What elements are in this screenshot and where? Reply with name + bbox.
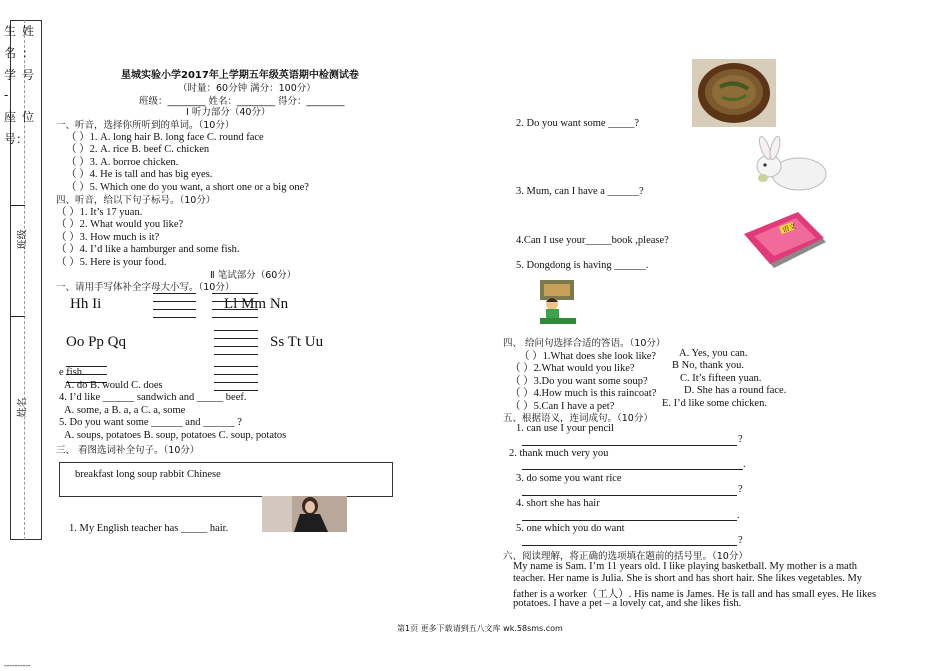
book-label: 语文 bbox=[781, 222, 798, 235]
order-words: 4. short she has hair bbox=[516, 498, 600, 509]
guide-line bbox=[214, 338, 258, 339]
order-words: 1. can use I your pencil bbox=[516, 423, 614, 434]
answer-line bbox=[522, 520, 737, 521]
order-words: 2. thank much very you bbox=[509, 448, 609, 459]
binding-char: 学 bbox=[4, 68, 17, 82]
binding-class-line bbox=[11, 205, 25, 206]
answer-option: C. It’s fifteen yuan. bbox=[680, 373, 762, 384]
listening4-item: （ ）2. What would you like? bbox=[56, 219, 184, 230]
picture-q3: 3. Mum, can I have a ______? bbox=[516, 186, 644, 197]
listening1-item: （ ）1. A. long hair B. long face C. round face bbox=[66, 132, 264, 143]
guide-line bbox=[212, 309, 258, 310]
word-bank: breakfast long soup rabbit Chinese bbox=[75, 469, 221, 480]
guide-line bbox=[214, 346, 258, 347]
guide-line bbox=[212, 317, 258, 318]
guide-line bbox=[212, 301, 258, 302]
answer-question: （ ）3.Do you want some soup? bbox=[510, 376, 648, 387]
binding-class-label: 班级 bbox=[17, 229, 29, 250]
reading-line: potatoes. I have a pet – a lovely cat, and she likes fish. bbox=[513, 598, 742, 609]
binding-char: 座 bbox=[4, 110, 17, 124]
exam-time-line: （时量：60分钟 满分：100分） bbox=[178, 83, 316, 94]
binding-char: 号 bbox=[22, 68, 35, 82]
guide-line bbox=[153, 317, 196, 318]
order-end-mark: ? bbox=[738, 535, 743, 546]
listening1-heading: 一、听音，选择你所听到的单词。（10分） bbox=[56, 120, 235, 131]
listening1-item: （ ）2. A. rice B. beef C. chicken bbox=[66, 144, 210, 155]
rabbit-image bbox=[749, 136, 829, 192]
listening4-item: （ ）3. How much is it? bbox=[56, 232, 160, 243]
binding-strip bbox=[10, 20, 42, 540]
picture-q4: 4.Can I use your_____book ,please? bbox=[516, 235, 669, 246]
binding-char: ： bbox=[22, 46, 35, 60]
reading-heading: 六、阅读理解，将正确的选项填在题前的括号里。（10分） bbox=[503, 551, 748, 562]
footer-dashes: ---------- bbox=[4, 661, 31, 670]
letters-row2-right: Ss Tt Uu bbox=[270, 334, 324, 350]
answer-line bbox=[522, 495, 737, 496]
fragment-line: e fish. bbox=[59, 367, 85, 378]
grammar-q5-options: A. soups, potatoes B. soup, potatoes C. soup, potatos bbox=[64, 430, 287, 441]
part1-heading: Ⅰ 听力部分（40分） bbox=[186, 107, 271, 118]
answer-question: （ ）2.What would you like? bbox=[510, 363, 635, 374]
order-words: 5. one which you do want bbox=[516, 523, 625, 534]
listening4-heading: 四、听音，给以下句子标号。（10分） bbox=[56, 195, 216, 206]
order-end-mark: ? bbox=[738, 484, 743, 495]
guide-line bbox=[153, 293, 196, 294]
grammar-q4: 4. I’d like ______ sandwich and _____ beef. bbox=[59, 392, 247, 403]
picture-q5: 5. Dongdong is having ______. bbox=[516, 260, 649, 271]
binding-char: 位 bbox=[22, 110, 35, 124]
guide-line bbox=[153, 309, 196, 310]
listening1-item: （ ）3. A. borroe chicken. bbox=[66, 157, 179, 168]
binding-char: 姓 bbox=[22, 24, 35, 38]
binding-dashed-line bbox=[24, 20, 25, 540]
picture-q2: 2. Do you want some _____? bbox=[516, 118, 640, 129]
guide-line bbox=[214, 354, 258, 355]
binding-name-label: 姓名 bbox=[17, 397, 29, 418]
guide-line bbox=[214, 330, 258, 331]
answer-question: （ ）1.What does she look like? bbox=[519, 351, 657, 362]
order-end-mark: ? bbox=[738, 434, 743, 445]
guide-line bbox=[214, 390, 258, 391]
guide-line bbox=[214, 382, 258, 383]
listening4-item: （ ）5. Here is your food. bbox=[56, 257, 167, 268]
guide-line bbox=[214, 366, 258, 367]
listening4-item: （ ）1. It’s 17 yuan. bbox=[56, 207, 143, 218]
exam-title: 星城实验小学2017年上学期五年级英语期中检测试卷 bbox=[121, 70, 359, 81]
answer-option: B No, thank you. bbox=[672, 360, 745, 371]
order-words: 3. do some you want rice bbox=[516, 473, 622, 484]
reading-line: father is a worker（工人）. His name is James. He is tall and has small eyes. He likes bbox=[513, 589, 877, 600]
picture-q1: 1. My English teacher has _____ hair. bbox=[69, 523, 229, 534]
guide-line bbox=[153, 301, 196, 302]
grammar-q4-options: A. some, a B. a, a C. a, some bbox=[64, 405, 186, 416]
answer-option: A. Yes, you can. bbox=[679, 348, 748, 359]
order-end-mark: . bbox=[737, 510, 740, 521]
answer-line bbox=[522, 469, 743, 470]
fragment-options: A. do B. would C. does bbox=[64, 380, 163, 391]
student-info-line: 班级：________ 姓名：________ 得分：________ bbox=[139, 96, 345, 107]
teacher-photo bbox=[262, 496, 347, 532]
book-image bbox=[740, 212, 830, 272]
answer-line bbox=[522, 545, 737, 546]
order-end-mark: . bbox=[743, 459, 746, 470]
order-heading: 五、根据语义，连词成句。（10分） bbox=[503, 413, 653, 424]
binding-name-line bbox=[11, 316, 25, 317]
answer-question: （ ）5.Can I have a pet? bbox=[510, 401, 615, 412]
binding-char: 号： bbox=[4, 132, 29, 146]
reading-line: My name is Sam. I’m 11 years old. I like playing basketball. My mother is a math bbox=[513, 561, 858, 572]
reading-line: teacher. Her name is Julia. She is short and has short hair. She likes vegetables. My bbox=[513, 573, 863, 584]
answers-heading: 四、 给问句选择合适的答语。（10分） bbox=[503, 338, 666, 349]
binding-char: - bbox=[4, 88, 9, 102]
letters-row1-left: Hh Ii bbox=[70, 296, 102, 312]
answer-option: D. She has a round face. bbox=[684, 385, 787, 396]
binding-char: 名 bbox=[4, 46, 17, 60]
listening1-item: （ ）5. Which one do you want, a short one or a big one? bbox=[66, 182, 309, 193]
page-footer: 第1页 更多下载请到五八文库 wk.58sms.com bbox=[397, 624, 563, 633]
guide-line bbox=[214, 374, 258, 375]
part2-heading: Ⅱ 笔试部分（60分） bbox=[210, 270, 297, 281]
answer-question: （ ）4.How much is this raincoat? bbox=[510, 388, 657, 399]
guide-line bbox=[212, 293, 258, 294]
listening1-item: （ ）4. He is tall and has big eyes. bbox=[66, 169, 213, 180]
soup-bowl-image bbox=[692, 59, 776, 127]
answer-option: E. I’d like some chicken. bbox=[662, 398, 767, 409]
binding-char: 生 bbox=[4, 24, 17, 38]
letters-row1-right: Ll Mm Nn bbox=[224, 296, 289, 312]
grammar-q5: 5. Do you want some ______ and ______ ? bbox=[59, 417, 242, 428]
picture-heading: 三、 看图选词补全句子。（10分） bbox=[56, 445, 200, 456]
listening4-item: （ ）4. I’d like a hamburger and some fish. bbox=[56, 244, 240, 255]
letters-heading: 一、请用手写体补全字母大小写。（10分） bbox=[56, 282, 235, 293]
child-eating-image bbox=[536, 276, 580, 328]
letters-row2-left: Oo Pp Qq bbox=[66, 334, 127, 350]
answer-line bbox=[522, 445, 737, 446]
